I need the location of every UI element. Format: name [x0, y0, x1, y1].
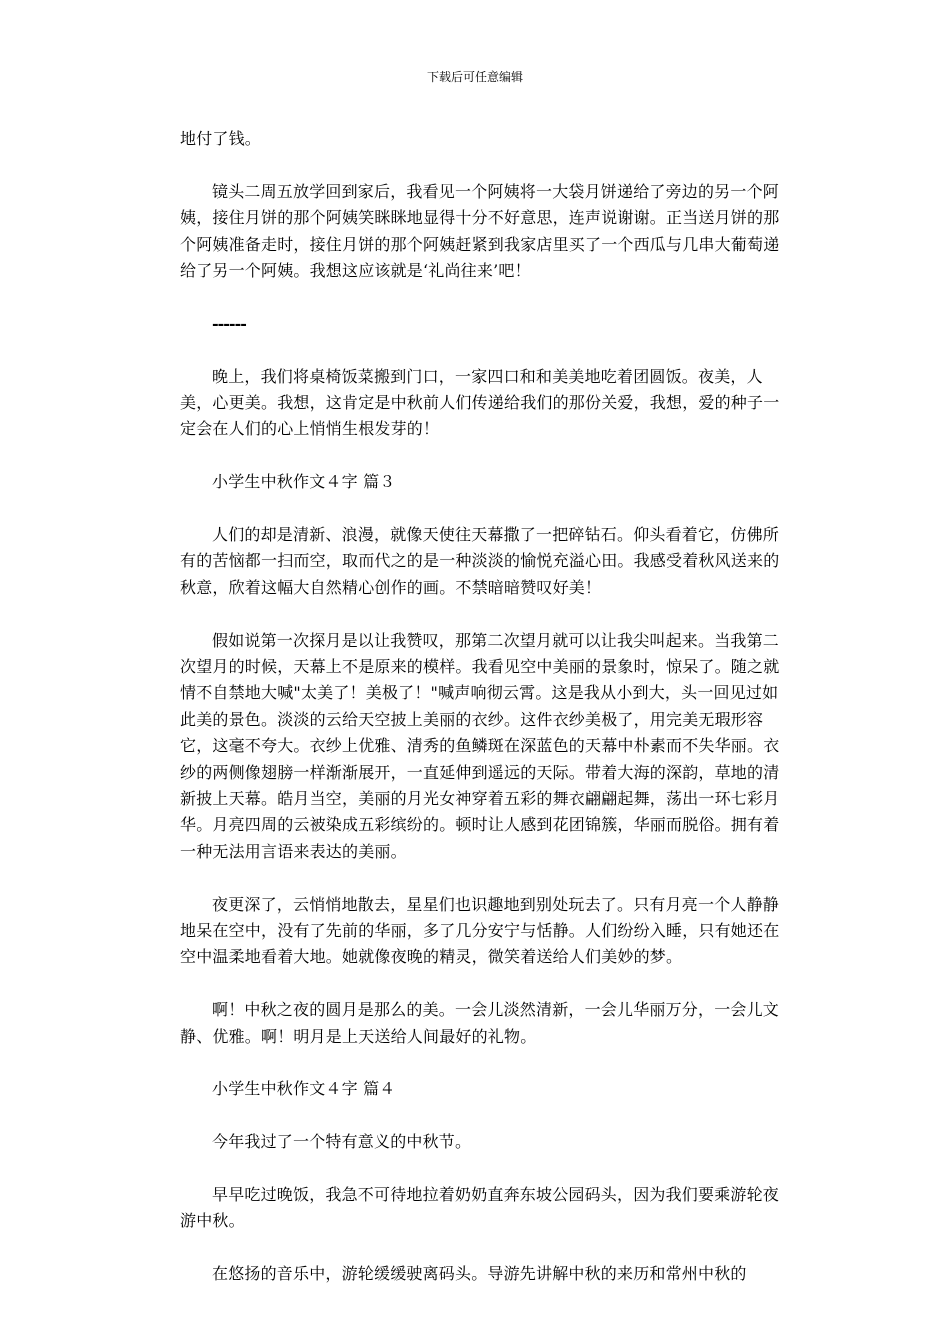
separator-line: ------: [212, 313, 246, 333]
paragraph: 晚上，我们将桌椅饭菜搬到门口，一家四口和和美美地吃着团圆饭。夜美，人美，心更美。我想，这肯定是中秋前人们传递给我们的那份关爱，我想，爱的种子一定会在人们的心上悄悄生根发芽的！: [180, 366, 780, 439]
paragraph: 今年我过了一个特有意义的中秋节。: [212, 1132, 472, 1152]
paragraph: 镜头二周五放学回到家后，我看见一个阿姨将一大袋月饼递给了旁边的另一个阿姨，接住月饼的那个阿姨笑眯眯地显得十分不好意思，连声说谢谢。正当送月饼的那个阿姨准备走时，接住月饼的那个阿姨赶紧到我家店里买了一个西瓜与几串大葡萄递给了另一个阿姨。我想这应该就是‘礼尚往来’吧！: [180, 181, 780, 281]
paragraph: 夜更深了，云悄悄地散去，星星们也识趣地到别处玩去了。只有月亮一个人静静地呆在空中，没有了先前的华丽，多了几分安宁与恬静。人们纷纷入睡，只有她还在空中温柔地看着大地。她就像夜晚的精灵，微笑着送给人们美妙的梦。: [180, 894, 780, 967]
paragraph: 在悠扬的音乐中，游轮缓缓驶离码头。导游先讲解中秋的来历和常州中秋的: [212, 1264, 747, 1284]
paragraph: 人们的却是清新、浪漫，就像天使往天幕撒了一把碎钻石。仰头看着它，仿佛所有的苦恼都一扫而空，取而代之的是一种淡淡的愉悦充溢心田。我感受着秋风送来的秋意，欣着这幅大自然精心创作的画。不禁暗暗赞叹好美！: [180, 525, 780, 597]
section-heading: 小学生中秋作文４字 篇３: [212, 472, 396, 492]
paragraph: 假如说第一次探月是以让我赞叹，那第二次望月就可以让我尖叫起来。当我第二次望月的时候，天幕上不是原来的模样。我看见空中美丽的景象时，惊呆了。随之就情不自禁地大喊"太美了！美极了！"喊声响彻云霄。这是我从小到大，头一回见过如此美的景色。淡淡的云给天空披上美丽的衣纱。这件衣纱美极了，用完美无瑕形容它，这毫不夸大。衣纱上优雅、清秀的鱼鳞斑在深蓝色的天幕中朴素而不失华丽。衣纱的两侧像翅膀一样渐渐展开，一直延伸到遥远的天际。带着大海的深韵，草地的清新披上天幕。皓月当空，美丽的月光女神穿着五彩的舞衣翩翩起舞，荡出一环七彩月华。月亮四周的云被染成五彩缤纷的。顿时让人感到花团锦簇，华丽而脱俗。拥有着一种无法用言语来表达的美丽。: [180, 630, 780, 861]
paragraph: 早早吃过晚饭，我急不可待地拉着奶奶直奔东坡公园码头，因为我们要乘游轮夜游中秋。: [180, 1185, 780, 1231]
paragraph: 啊！中秋之夜的圆月是那么的美。一会儿淡然清新，一会儿华丽万分，一会儿文静、优雅。啊！明月是上天送给人间最好的礼物。: [180, 1000, 780, 1046]
page-header: 下载后可任意编辑: [426, 70, 523, 84]
paragraph: 地付了钱。: [180, 129, 262, 148]
section-heading: 小学生中秋作文４字 篇４: [212, 1079, 396, 1099]
document-body: [180, 126, 786, 1314]
